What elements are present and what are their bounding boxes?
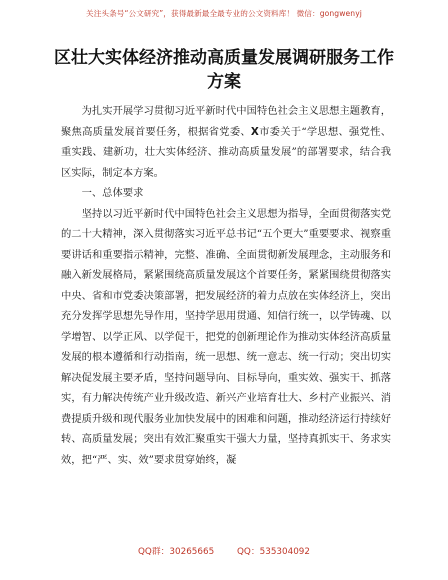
intro-text-part2: 市委关于“学思想、强党性、重实践、建新功，壮大实体经济、推动高质量发展”的部署要求，结合我区实际，制定本方案。	[61, 125, 392, 179]
intro-text-part1: 为扎实开展学习贯彻习近平新时代中国特色社会主义思想主题教育，聚焦高质量发展首要任务，根据省党委、	[61, 105, 391, 138]
footer-qq: QQ：535304092	[236, 547, 311, 557]
footer-contact	[0, 544, 448, 557]
document-body	[61, 101, 391, 470]
section-body-paragraph: 坚持以习近平新时代中国特色社会主义思想为指导，全面贯彻落实党的二十大精神，深入贯彻落实习近平总书记“五个更大”重要要求、视察重要讲话和重要指示精神，完整、准确、全面贯彻新发展理念，主动服务和融入新发展格局，紧紧围绕高质量发展这个首要任务，紧紧围绕贯彻落实中央、省和市党委决策部署，把发展经济的着力点放在实体经济上，突出充分发挥学思想先导作用，坚持学思用贯通、知信行统一，以学铸魂、以学增智、以学正风、以学促干，把党的创新理论作为推动实体经济高质量发展的根本遵循和行动指南，统一思想、统一意志、统一行动；突出切实解决促发展主要矛盾，坚持问题导向、目标导向，重实效、强实干、抓落实，有力解决传统产业升级改造、新兴产业培育壮大、乡村产业振兴、消费提质升级和现代服务业加快发展中的困难和问题，推动经济运行持续好转、高质量发展；突出有效汇聚重实干强大力量，坚持真抓实干、务求实效，把“严、实、效”要求贯穿始终，凝	[61, 207, 391, 466]
intro-paragraph	[61, 101, 391, 183]
document-title	[0, 46, 448, 94]
intro-bold-x: X	[250, 125, 259, 138]
top-banner: 关注头条号“公文研究”，获得最新最全最专业的公文资料库！ 微信：gongwenyj	[86, 9, 362, 18]
footer-qq-group: QQ群：30265665	[137, 547, 215, 557]
title-line-2: 方案	[207, 72, 241, 92]
title-line-1: 区壮大实体经济推动高质量发展调研服务工作	[54, 48, 394, 68]
section-heading: 一、总体要求	[81, 187, 144, 199]
